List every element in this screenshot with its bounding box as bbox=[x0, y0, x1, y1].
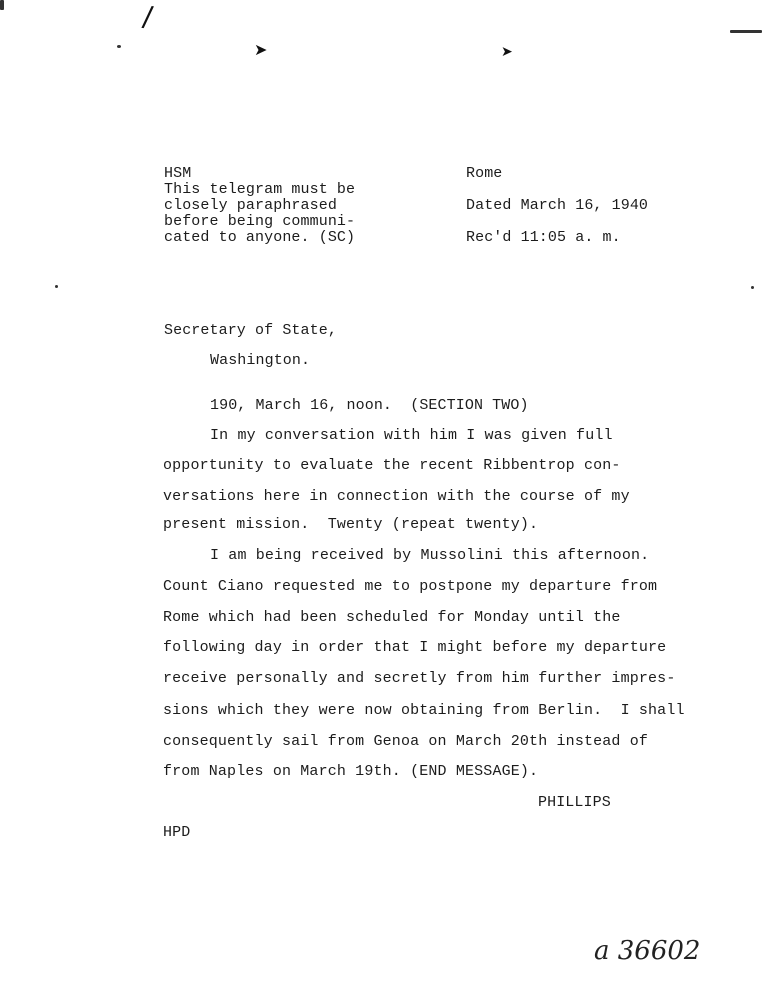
message-reference: 190, March 16, noon. (SECTION TWO) bbox=[210, 397, 529, 414]
body-line: In my conversation with him I was given full bbox=[210, 427, 613, 444]
body-line: present mission. Twenty (repeat twenty). bbox=[163, 516, 539, 533]
addressee-line: Washington. bbox=[210, 352, 311, 369]
header-note-line: This telegram must be bbox=[164, 181, 356, 198]
scan-speck bbox=[0, 0, 4, 10]
header-received: Rec'd 11:05 a. m. bbox=[466, 229, 621, 246]
body-line: receive personally and secretly from him further impres- bbox=[163, 670, 676, 687]
arrow-mark-icon: ➤ bbox=[254, 40, 268, 59]
arrow-mark-icon: ➤ bbox=[501, 44, 513, 60]
signature: PHILLIPS bbox=[538, 794, 611, 811]
body-line: versations here in connection with the course of my bbox=[163, 488, 630, 505]
scan-speck bbox=[117, 45, 121, 48]
scan-speck bbox=[55, 285, 58, 288]
body-line: I am being received by Mussolini this afternoon. bbox=[210, 547, 650, 564]
scan-speck bbox=[751, 286, 754, 289]
archive-number: a 36602 bbox=[594, 936, 701, 966]
body-line: sions which they were now obtaining from Berlin. I shall bbox=[163, 702, 685, 719]
body-line: Count Ciano requested me to postpone my departure from bbox=[163, 578, 658, 595]
body-line: Rome which had been scheduled for Monday until the bbox=[163, 609, 621, 626]
addressee-line: Secretary of State, bbox=[164, 322, 337, 339]
scan-speck bbox=[730, 30, 762, 33]
header-note-line: closely paraphrased bbox=[164, 197, 337, 214]
header-code: HSM bbox=[164, 165, 192, 182]
scan-mark-slash: / bbox=[140, 0, 155, 34]
header-place: Rome bbox=[466, 165, 503, 182]
footer-code: HPD bbox=[163, 824, 191, 841]
header-note-line: before being communi- bbox=[164, 213, 356, 230]
header-note-line: cated to anyone. (SC) bbox=[164, 229, 356, 246]
body-line: opportunity to evaluate the recent Ribbentrop con- bbox=[163, 457, 621, 474]
body-line: following day in order that I might before my departure bbox=[163, 639, 667, 656]
header-dated: Dated March 16, 1940 bbox=[466, 197, 649, 214]
body-line: consequently sail from Genoa on March 20th instead of bbox=[163, 733, 649, 750]
body-line: from Naples on March 19th. (END MESSAGE). bbox=[163, 763, 539, 780]
